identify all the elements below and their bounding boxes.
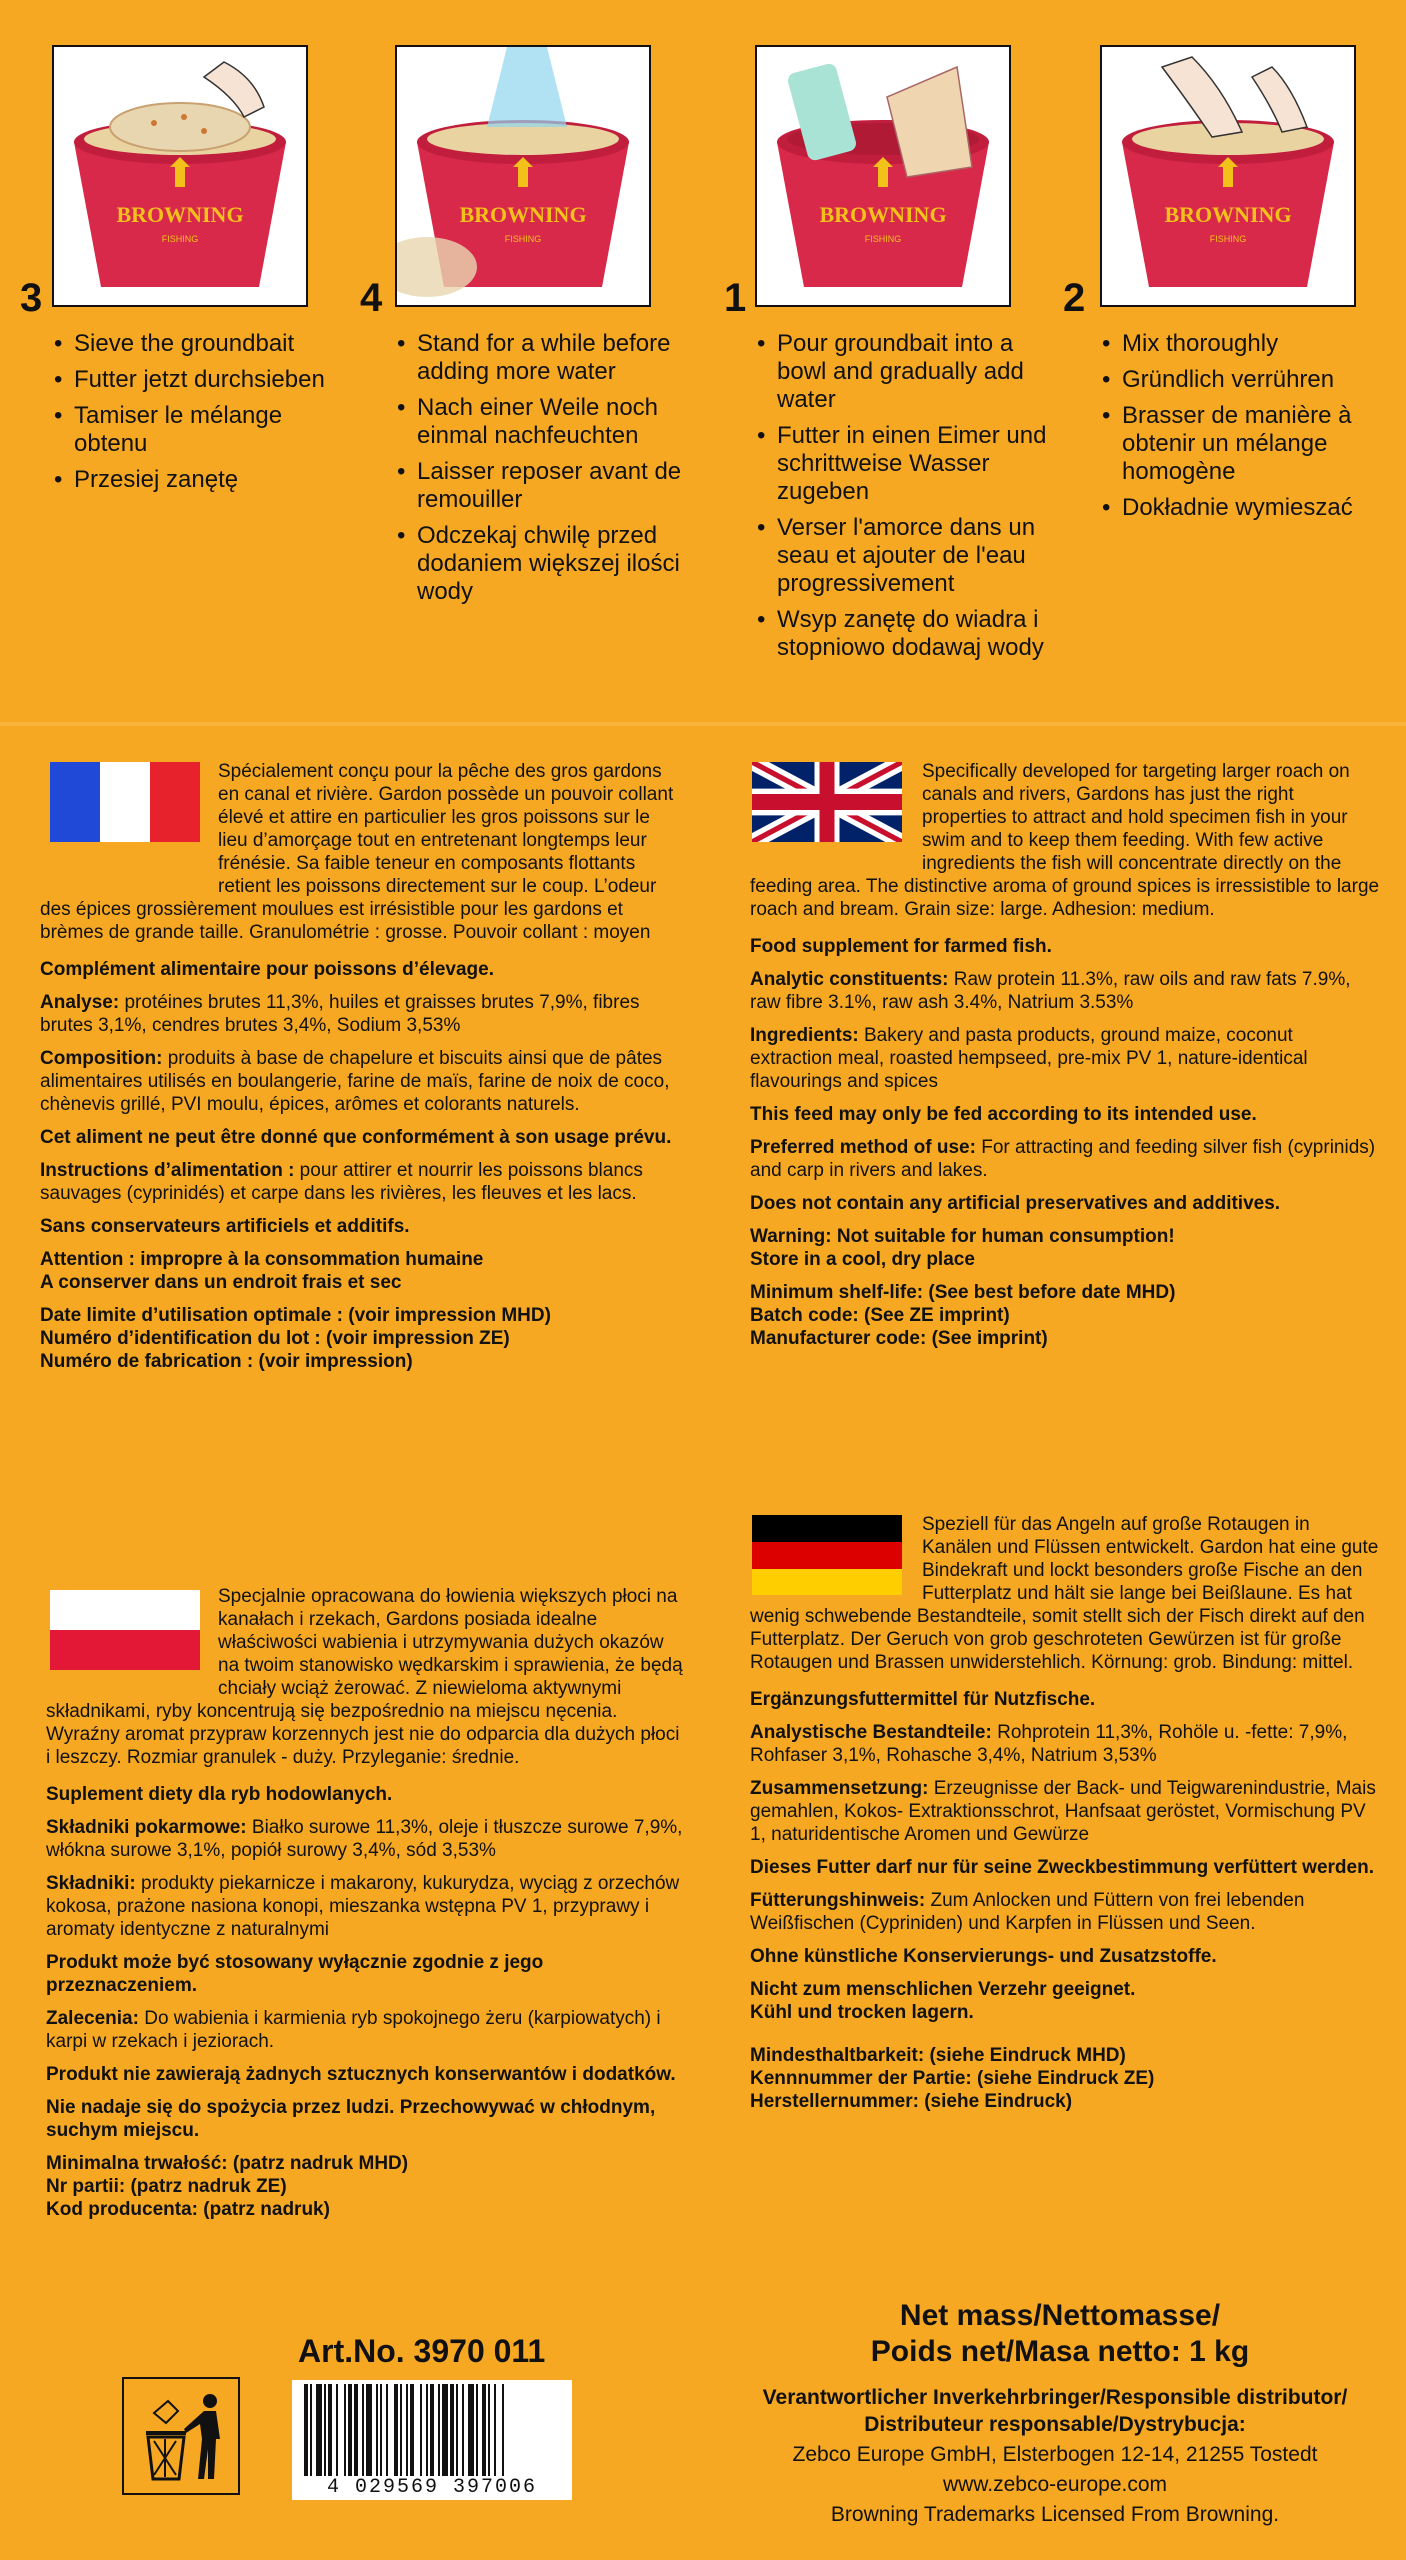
barcode-digits: 4 029569 397006 xyxy=(326,2476,538,2499)
step-2-list xyxy=(1100,330,1390,530)
bucket-sub: FISHING xyxy=(1209,234,1247,244)
barcode xyxy=(292,2380,572,2500)
step-number: 3 xyxy=(20,276,43,320)
step-item: • Wsyp zanętę do wiadra i stopniowo dodawaj wody xyxy=(755,606,1055,662)
polish-warning: Nie nadaje się do spożycia przez ludzi. Przechowywać w chłodnym, suchym miejscu. xyxy=(46,2097,656,2141)
german-usage: Dieses Futter darf nur für seine Zweckbestimmung verfüttert werden. xyxy=(750,1857,1374,1878)
trademark-note: Browning Trademarks Licensed From Browning. xyxy=(830,2503,1280,2526)
barcode-bars xyxy=(292,2384,572,2479)
english-additives: Does not contain any artificial preservatives and additives. xyxy=(750,1193,1281,1214)
step-item: • Nach einer Weile noch einmal nachfeuchten xyxy=(395,394,695,450)
step-item: • Tamiser le mélange obtenu xyxy=(52,402,352,458)
step-item: • Laisser reposer avant de remouiller xyxy=(395,458,695,514)
step-item: • Brasser de manière à obtenir un mélange homogène xyxy=(1100,402,1390,486)
barcode-bar xyxy=(344,2384,346,2476)
barcode-bar xyxy=(376,2384,378,2476)
barcode-bar xyxy=(336,2384,338,2476)
bucket-sub: FISHING xyxy=(504,234,542,244)
barcode-bar xyxy=(488,2384,490,2476)
barcode-bar xyxy=(324,2384,326,2476)
french-usage: Cet aliment ne peut être donné que conformément à son usage prévu. xyxy=(40,1127,672,1148)
barcode-bar xyxy=(456,2384,458,2476)
barcode-bar xyxy=(328,2384,332,2476)
step-item: • Futter jetzt durchsieben xyxy=(52,366,352,394)
step-item: • Dokładnie wymieszać xyxy=(1100,494,1390,522)
step-number: 2 xyxy=(1063,276,1086,320)
bucket-brand: BROWNING xyxy=(819,202,947,227)
german-intro-text: Speziell für das Angeln auf große Rotaugen in Kanälen und Flüssen entwickelt. Gardon hat eine gute Bindekraft und lockt besonders große Fische an den Futterplatz und hält sie lange bei Beißlaune. Es hat wenig schwebende Bestandteile, somit stellt sich der Fisch direkt auf den Futterplatz. Der Geruch von grob geschroteten Gewürzen ist für große Rotaugen und Brassen unwiderstehlich. Körnung: grob. Bindung: mittel. xyxy=(750,1514,1379,1673)
english-intro xyxy=(750,760,1380,921)
bucket-brand: BROWNING xyxy=(116,202,244,227)
step-1-image xyxy=(755,45,1011,307)
recycle-bin-icon xyxy=(122,2377,240,2495)
barcode-bar xyxy=(310,2384,312,2476)
polish-additives: Produkt nie zawierają żadnych sztucznych konserwantów i dodatków. xyxy=(46,2064,676,2085)
polish-analysis: Składniki pokarmowe: Białko surowe 11,3%, oleje i tłuszcze surowe 7,9%, włókna surowe 3,1%, popiół surowy 3,4%, sód 3,53% xyxy=(46,1817,683,1861)
net-mass xyxy=(740,2298,1380,2370)
barcode-bar xyxy=(468,2384,474,2476)
bucket-brand: BROWNING xyxy=(459,202,587,227)
barcode-bar xyxy=(494,2384,496,2476)
barcode-bar xyxy=(400,2384,402,2476)
barcode-bar xyxy=(348,2384,352,2476)
net-mass-line-1: Net mass/Nettomasse/ xyxy=(899,2299,1221,2332)
step-item: • Futter in einen Eimer und schrittweise Wasser zugeben xyxy=(755,422,1055,506)
barcode-bar xyxy=(304,2384,308,2476)
english-analysis: Analytic constituents: Raw protein 11.3%, raw oils and raw fats 7.9%, raw fibre 3.1%, raw ash 3.4%, Natrium 3.53% xyxy=(750,969,1351,1013)
polish-usage: Produkt może być stosowany wyłącznie zgodnie z jego przeznaczeniem. xyxy=(46,1952,544,1996)
barcode-bar xyxy=(386,2384,388,2476)
barcode-bar xyxy=(450,2384,454,2476)
address: Zebco Europe GmbH, Elsterbogen 12-14, 21255 Tostedt xyxy=(792,2443,1318,2466)
german-warning: Nicht zum menschlichen Verzehr geeignet. Kühl und trocken lagern. xyxy=(750,1979,1136,2023)
english-intro-text: Specifically developed for targeting larger roach on canals and rivers, Gardons has just the right properties to attract and hold specimen fish in your swim and to keep them feeding. With few active ingredients the fish will concentrate directly on the feeding area. The distinctive aroma of ground spices is irressistible to large roach and bream. Grain size: large. Adhesion: medium. xyxy=(750,761,1380,920)
distributor xyxy=(715,2384,1395,2438)
french-supplement: Complément alimentaire pour poissons d’élevage. xyxy=(40,959,495,980)
barcode-bar xyxy=(476,2384,478,2476)
german-supplement: Ergänzungsfuttermittel für Nutzfische. xyxy=(750,1689,1096,1710)
german-analysis: Analystische Bestandteile: Rohprotein 11,3%, Rohöle u. -fette: 7,9%, Rohfaser 3,1%, Rohasche 3,4%, Natrium 3,53% xyxy=(750,1722,1348,1766)
english-supplement: Food supplement for farmed fish. xyxy=(750,936,1052,957)
english-section xyxy=(750,760,1380,1360)
barcode-bar xyxy=(380,2384,382,2476)
french-section xyxy=(40,760,680,1383)
step-3-list xyxy=(52,330,352,502)
barcode-bar xyxy=(394,2384,398,2476)
step-4-image xyxy=(395,45,651,307)
barcode-bar xyxy=(316,2384,322,2476)
polish-intro-text: Specjalnie opracowana do łowienia większych płoci na kanałach i rzekach, Gardons posiada idealne właściwości wabienia i utrzymywania dużych okazów na twoim stanowisko wędkarskim i sprawienia, że będą chciały wciąż żerować. Z niewieloma aktywnymi składnikami, ryby koncentrują się bezpośrednio na miejscu nęcenia. Wyraźny aromat przypraw korzennych jest nie do odparcia dla dużych płoci i leszczy. Rozmiar granulek - duży. Przyleganie: średnie. xyxy=(46,1586,683,1768)
barcode-bar xyxy=(426,2384,428,2476)
barcode-bar xyxy=(442,2384,448,2476)
step-item: • Odczekaj chwilę przed dodaniem większej ilości wody xyxy=(395,522,695,606)
barcode-bar xyxy=(410,2384,414,2476)
polish-intro xyxy=(46,1585,686,1769)
polish-section xyxy=(46,1585,686,2231)
german-composition: Zusammensetzung: Erzeugnisse der Back- und Teigwarenindustrie, Mais gemahlen, Kokos- Extraktionsschrot, Hanfsaat geröstet, Vormischung PV 1, naturidentische Aromen und Gewürze xyxy=(750,1778,1376,1845)
distributor-line-2: Distributeur responsable/Dystrybucja: xyxy=(864,2413,1246,2436)
step-3-image xyxy=(52,45,308,307)
bucket-sub: FISHING xyxy=(161,234,199,244)
polish-method: Zalecenia: Do wabienia i karmienia ryb spokojnego żeru (karpiowatych) i karpi w rzekach i jeziorach. xyxy=(46,2008,661,2052)
english-warning: Warning: Not suitable for human consumption! Store in a cool, dry place xyxy=(750,1226,1175,1270)
bucket-sub: FISHING xyxy=(864,234,902,244)
barcode-bar xyxy=(406,2384,408,2476)
german-intro xyxy=(750,1513,1380,1674)
step-item: • Pour groundbait into a bowl and gradually add water xyxy=(755,330,1055,414)
french-intro-text: Spécialement conçu pour la pêche des gros gardons en canal et rivière. Gardon possède un pouvoir collant élevé et attire en particulier les gros poissons sur le lieu d’amorçage tout en entretenant longtemps leur frénésie. Sa faible teneur en composants flottants retient les poissons directement sur le coup. L’odeur des épices grossièrement moulues est irrésistible pour les gardons et brèmes de grande taille. Granulométrie : grosse. Pouvoir collant : moyen xyxy=(40,761,674,943)
french-additives: Sans conservateurs artificiels et additifs. xyxy=(40,1216,410,1237)
german-additives: Ohne künstliche Konservierungs- und Zusatzstoffe. xyxy=(750,1946,1217,1967)
distributor-line-1: Verantwortlicher Inverkehrbringer/Responsible distributor/ xyxy=(762,2386,1348,2409)
barcode-bar xyxy=(366,2384,372,2476)
polish-dates: Minimalna trwałość: (patrz nadruk MHD) Nr partii: (patrz nadruk ZE) Kod producenta: (patrz nadruk) xyxy=(46,2153,409,2220)
step-item: • Verser l'amorce dans un seau et ajouter de l'eau progressivement xyxy=(755,514,1055,598)
net-mass-line-2: Poids net/Masa netto: 1 kg xyxy=(870,2335,1250,2368)
english-usage: This feed may only be fed according to its intended use. xyxy=(750,1104,1257,1125)
website-link[interactable]: www.zebco-europe.com xyxy=(942,2473,1168,2496)
french-analysis: Analyse: protéines brutes 11,3%, huiles et graisses brutes 7,9%, fibres brutes 3,1%, cendres brutes 3,4%, Sodium 3,53% xyxy=(40,992,640,1036)
polish-ingredients: Składniki: produkty piekarnicze i makarony, kukurydza, wyciąg z orzechów kokosa, prażone nasiona konopi, mieszanka wstępna PV 1, przyprawy i aromaty identyczne z naturalnymi xyxy=(46,1873,680,1940)
english-dates: Minimum shelf-life: (See best before date MHD) Batch code: (See ZE imprint) Manufacturer code: (See imprint) xyxy=(750,1282,1176,1349)
french-instructions: Instructions d’alimentation : pour attirer et nourrir les poissons blancs sauvages (cyprinidés) et carpe dans les rivières, les fleuves et les lacs. xyxy=(40,1160,643,1204)
english-ingredients: Ingredients: Bakery and pasta products, ground maize, coconut extraction meal, roasted hempseed, pre-mix PV 1, nature-identical flavourings and spices xyxy=(750,1025,1308,1092)
barcode-bar xyxy=(362,2384,364,2476)
polish-supplement: Suplement diety dla ryb hodowlanych. xyxy=(46,1784,393,1805)
step-item: • Przesiej zanętę xyxy=(52,466,352,494)
german-section xyxy=(750,1513,1380,2123)
step-item: • Mix thoroughly xyxy=(1100,330,1390,358)
barcode-bar xyxy=(354,2384,358,2476)
german-hint: Fütterungshinweis: Zum Anlocken und Füttern von frei lebenden Weißfischen (Cypriniden) und Karpfen in Flüssen und Seen. xyxy=(750,1890,1305,1934)
step-4-list xyxy=(395,330,695,614)
step-number: 1 xyxy=(724,276,747,320)
barcode-bar xyxy=(482,2384,486,2476)
german-dates: Mindesthaltbarkeit: (siehe Eindruck MHD) Kennnummer der Partie: (siehe Eindruck ZE) Herstellernummer: (siehe Eindruck) xyxy=(750,2045,1155,2112)
barcode-bar xyxy=(430,2384,434,2476)
step-item: • Gründlich verrühren xyxy=(1100,366,1390,394)
french-intro xyxy=(40,760,680,944)
step-2-image xyxy=(1100,45,1356,307)
step-item: • Sieve the groundbait xyxy=(52,330,352,358)
article-number: Art.No. 3970 011 xyxy=(298,2333,546,2369)
section-divider xyxy=(0,722,1406,726)
barcode-bar xyxy=(502,2384,504,2476)
english-method: Preferred method of use: For attracting and feeding silver fish (cyprinids) and carp in rivers and lakes. xyxy=(750,1137,1376,1181)
barcode-bar xyxy=(438,2384,440,2476)
barcode-bar xyxy=(420,2384,422,2476)
step-1-list xyxy=(755,330,1055,670)
french-warning: Attention : impropre à la consommation humaine A conserver dans un endroit frais et sec xyxy=(40,1249,484,1293)
distributor-address xyxy=(715,2440,1395,2530)
french-composition: Composition: produits à base de chapelure et biscuits ainsi que de pâtes alimentaires utilisés en boulangerie, farine de maïs, farine de noix de coco, chènevis grillé, PVI moulu, épices, arômes et colorants naturels. xyxy=(40,1048,670,1115)
step-item: • Stand for a while before adding more water xyxy=(395,330,695,386)
french-dates: Date limite d’utilisation optimale : (voir impression MHD) Numéro d’identification du lot : (voir impression ZE) Numéro de fabrication : (voir impression) xyxy=(40,1305,551,1372)
bucket-brand: BROWNING xyxy=(1164,202,1292,227)
step-number: 4 xyxy=(360,276,383,320)
barcode-bar xyxy=(462,2384,464,2476)
